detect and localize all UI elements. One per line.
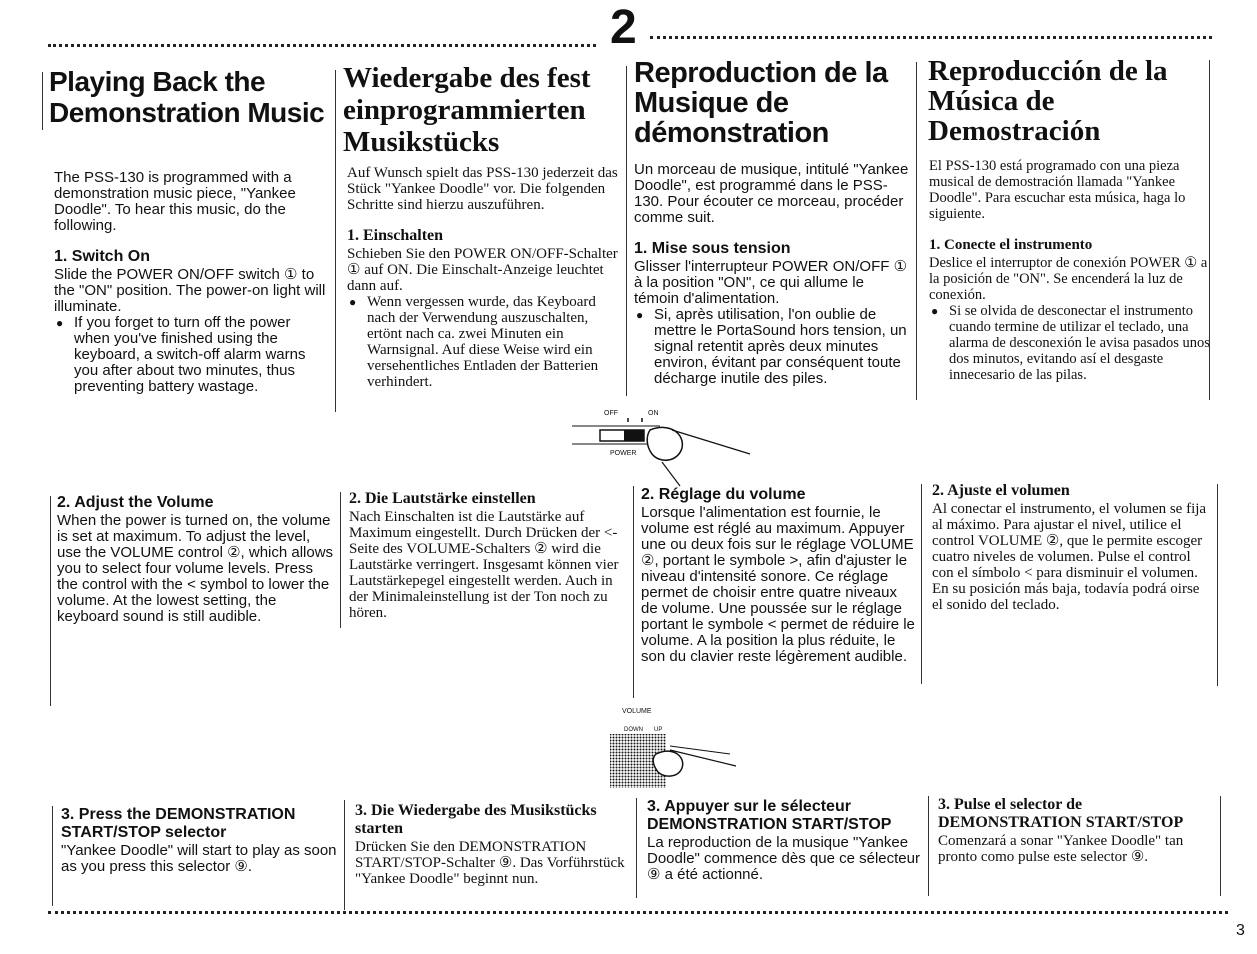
rule-de-1 [335,70,336,412]
rule-es-1 [916,62,917,400]
title-es: Reproducción de la Música de Demostración [928,55,1168,147]
de-column-top [347,165,625,390]
en-column-top [54,170,326,395]
off-label: OFF [604,410,618,417]
top-dotted-rule-right [650,36,1212,39]
step2-heading-es: 2. Ajuste el volumen [932,482,1070,499]
intro-en: The PSS-130 is programmed with a demonstration music piece, "Yankee Doodle". To hear this music, do the following. [54,169,296,234]
step3-heading-es: 3. Pulse el selector de DEMONSTRATION START/STOP [938,796,1184,831]
step2-heading-en: 2. Adjust the Volume [57,494,214,511]
intro-es: El PSS-130 está programado con una pieza musical de demostración llamada "Yankee Doodle". Para escuchar esta música, haga lo siguiente. [929,158,1186,222]
step3-heading-en: 3. Press the DEMONSTRATION START/STOP selector [61,806,296,841]
rule-en-2 [50,496,51,706]
fr-column-step2 [641,486,915,665]
down-label: DOWN [624,727,643,733]
page-number: 3 [1236,922,1245,939]
step3-text-es: Comenzará a sonar "Yankee Doodle" tan pronto como pulse este selector ⑨. [938,833,1184,865]
title-fr: Reproduction de la Musique de démonstration [634,57,888,149]
rule-es-2 [921,484,922,684]
title-de: Wiedergabe des fest einprogrammierten Musikstücks [343,62,591,158]
rule-fr-2 [633,486,634,698]
power-switch-figure [560,408,760,488]
es-column-step2 [932,482,1210,613]
es-column-step3 [938,796,1216,865]
on-label: ON [648,410,659,417]
fr-column-top [634,162,912,387]
step1-heading-de: 1. Einschalten [347,227,444,244]
bottom-dotted-rule [48,911,1228,914]
volume-label: VOLUME [622,708,652,715]
step3-text-en: "Yankee Doodle" will start to play as soon as you press this selector ⑨. [61,842,337,875]
step3-heading-de: 3. Die Wiedergabe des Musikstücks starten [355,802,597,837]
step1-text-en: Slide the POWER ON/OFF switch ① to the "ON" position. The power-on light will illuminate. [54,266,326,315]
step3-text-de: Drücken Sie den DEMONSTRATION START/STOP-Schalter ⑨. Das Vorführstück "Yankee Doodle" beginnt nun. [355,839,625,887]
step2-text-fr: Lorsque l'alimentation est fournie, le volume est réglé au maximum. Appuyer une ou deux fois sur le réglage VOLUME ②, portant le symbole >, afin d'ajuster le niveau d'intensité sonore. Ce réglage permet de choisir entre quatre niveaux de volume. Une poussée sur le réglage portant le symbole < permet de réduire le volume. A la position la plus réduite, le son du clavier reste légèrement audible. [641,504,915,665]
step2-text-en: When the power is turned on, the volume is set at maximum. To adjust the level, use the VOLUME control ②, which allows you to select four volume levels. Press the control with the < symbol to lower the volume. At the lowest setting, the keyboard sound is still audible. [57,512,334,625]
rule-right-3 [1220,796,1221,896]
step2-heading-de: 2. Die Lautstärke einstellen [349,490,536,507]
rule-de-3 [344,800,345,910]
step1-note-de: ● Wenn vergessen wurde, das Keyboard nach der Verwendung auszuschalten, ertönt nach ca. zwei Minuten ein Warnsignal. Auf diese Weise wird ein versehentliches Entladen der Batterien verhindert. [347,294,625,390]
de-column-step2 [349,490,625,621]
up-label: UP [654,727,663,733]
title-en-block [49,66,329,128]
intro-de: Auf Wunsch spielt das PSS-130 jederzeit das Stück "Yankee Doodle" vor. Die folgenden Schritte sind hierzu auszuführen. [347,165,618,213]
step1-text-fr: Glisser l'interrupteur POWER ON/OFF ① à la position "ON", ce qui allume le témoin d'alimentation. [634,258,908,307]
power-switch-icon [560,408,760,488]
step1-note-es: ● Si se olvida de desconectar el instrumento cuando termine de utilizar el teclado, una alarma de desconexión le avisa pasados unos dos minutos, evitando así el desgaste innecesario de las pilas. [929,303,1210,383]
rule-fr-1 [626,66,627,396]
step1-text-es: Deslice el interruptor de conexión POWER ① a la posición de "ON". Se encenderá la luz de conexión. [929,255,1208,303]
title-es-block [928,56,1188,146]
title-en: Playing Back the Demonstration Music [49,66,325,128]
step1-heading-en: 1. Switch On [54,248,151,265]
rule-right-2 [1217,484,1218,686]
rule-es-3 [928,796,929,896]
step1-note-fr: ● Si, après utilisation, l'on oublie de mettre le PortaSound hors tension, un signal retentit après deux minutes environ, évitant par conséquent toute décharge inutile des piles. [634,307,912,387]
step1-heading-fr: 1. Mise sous tension [634,240,791,257]
step2-text-es: Al conectar el instrumento, el volumen se fija al máximo. Para ajustar el nivel, utilice el control VOLUME ②, que le permite escoger cuatro niveles de volumen. Pulse el control con el símbolo < para disminuir el volumen. En su posición más baja, todavía podrá oirse el sonido del teclado. [932,501,1207,613]
power-label: POWER [610,450,637,457]
step3-text-fr: La reproduction de la musique "Yankee Doodle" commence dès que ce sélecteur ⑨ a été actionné. [647,834,920,883]
rule-fr-3 [636,798,637,898]
volume-control-icon [600,706,760,792]
rule-en-3 [52,806,53,906]
en-column-step2 [57,494,337,625]
de-column-step3 [355,802,633,887]
rule-en-1 [42,72,43,130]
step3-heading-fr: 3. Appuyer sur le sélecteur DEMONSTRATION START/STOP [647,798,892,833]
es-column-top [929,158,1210,383]
step1-note-en: ● If you forget to turn off the power when you've finished using the keyboard, a switch-off alarm warns you after about two minutes, thus preventing battery wastage. [54,315,326,395]
title-de-block [343,62,613,158]
step2-heading-fr: 2. Réglage du volume [641,486,806,503]
volume-control-figure [600,706,760,792]
step-number: 2 [610,1,637,54]
en-column-step3 [61,806,339,875]
title-fr-block [634,58,904,148]
step1-text-de: Schieben Sie den POWER ON/OFF-Schalter ① auf ON. Die Einschalt-Anzeige leuchtet dann auf. [347,246,618,294]
intro-fr: Un morceau de musique, intitulé "Yankee Doodle", est programmé dans le PSS-130. Pour écouter ce morceau, procéder comme suit. [634,161,909,226]
rule-de-2 [340,492,341,628]
top-dotted-rule-left [48,44,596,47]
step1-heading-es: 1. Conecte el instrumento [929,237,1093,253]
fr-column-step3 [647,798,923,883]
step2-text-de: Nach Einschalten ist die Lautstärke auf Maximum eingestellt. Durch Drücken der <-Seite des VOLUME-Schalters ② wird die Lautstärke verringert. Insgesamt können vier Lautstärkepegel eingestellt werden. Auch in der Minimaleinstellung ist der Ton noch zu hören. [349,509,619,621]
